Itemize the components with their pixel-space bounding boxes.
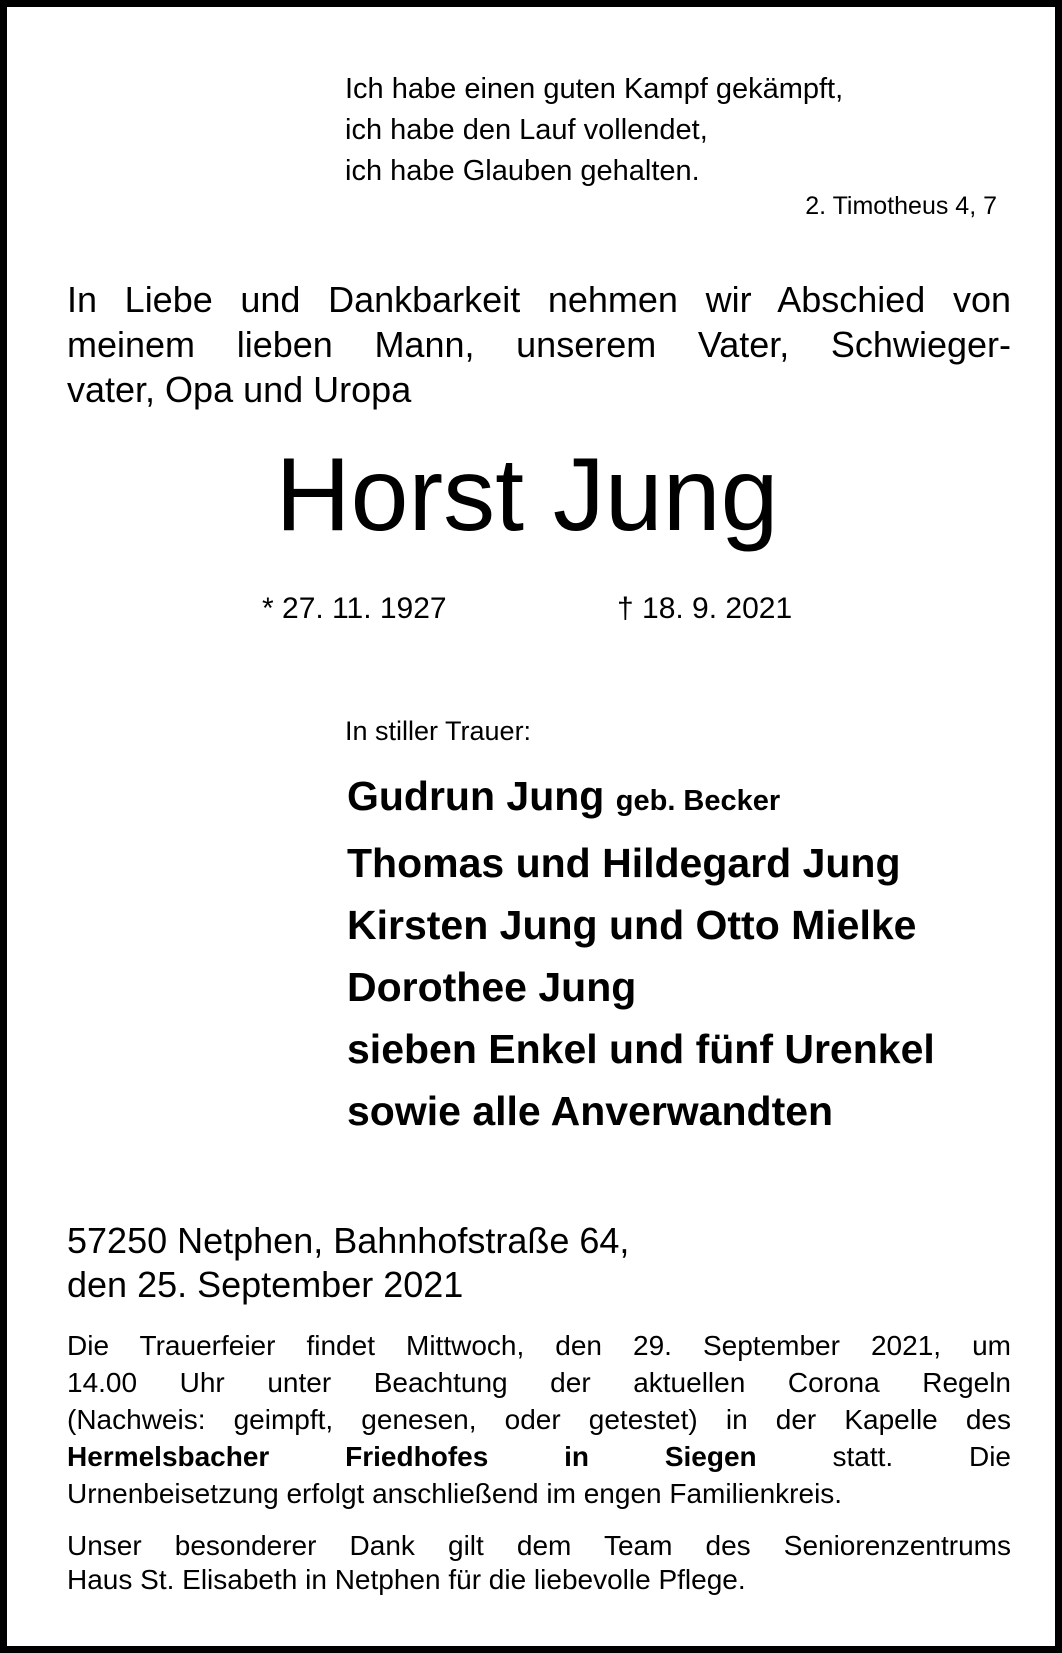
mourner-row [347, 765, 935, 832]
service-line: Die Trauerfeier findet Mittwoch, den 29. September 2021, um [67, 1330, 1011, 1361]
date-line: den 25. September 2021 [67, 1264, 464, 1305]
mourners-list [347, 765, 935, 1142]
birth-date: * 27. 11. 1927 [262, 592, 447, 625]
intro-line: vater, Opa und Uropa [67, 369, 412, 410]
death-date: † 18. 9. 2021 [617, 592, 793, 625]
mourners-label: In stiller Trauer: [345, 716, 532, 746]
deceased-name: Horst Jung [275, 437, 779, 553]
service-line-end: statt. Die [832, 1441, 1011, 1472]
thanks-line: Unser besonderer Dank gilt dem Team des Seniorenzentrums [67, 1530, 1011, 1561]
funeral-service-info [67, 1327, 1011, 1512]
thanks-line: Haus St. Elisabeth in Netphen für die liebevolle Pflege. [67, 1564, 746, 1595]
verse-line: ich habe den Lauf vollendet, [345, 114, 708, 146]
maiden-name: geb. Becker [615, 785, 781, 817]
address-block [67, 1219, 629, 1307]
mourner-row: Dorothee Jung [347, 964, 637, 1010]
service-line-location [67, 1438, 1011, 1475]
verse-line: ich habe Glauben gehalten. [345, 155, 700, 187]
service-line: (Nachweis: geimpft, genesen, oder getestet) in der Kapelle des [67, 1404, 1011, 1435]
bible-verse [345, 69, 843, 192]
service-line: 14.00 Uhr unter Beachtung der aktuellen Corona Regeln [67, 1367, 1011, 1398]
intro-line: In Liebe und Dankbarkeit nehmen wir Abschied von [67, 279, 1011, 320]
thanks-note [67, 1529, 1011, 1597]
intro-line: meinem lieben Mann, unserem Vater, Schwieger- [67, 324, 1011, 365]
service-location: Hermelsbacher Friedhofes in Siegen [67, 1441, 757, 1472]
mourner-row: Kirsten Jung und Otto Mielke [347, 902, 917, 948]
mourner-row: Thomas und Hildegard Jung [347, 840, 901, 886]
verse-line: Ich habe einen guten Kampf gekämpft, [345, 73, 844, 105]
farewell-intro [67, 277, 1011, 412]
service-line: Urnenbeisetzung erfolgt anschließend im engen Familienkreis. [67, 1478, 843, 1509]
verse-reference: 2. Timotheus 4, 7 [805, 192, 997, 220]
mourner-name: Gudrun Jung [347, 773, 605, 819]
mourner-row: sowie alle Anverwandten [347, 1088, 834, 1134]
address-line: 57250 Netphen, Bahnhofstraße 64, [67, 1220, 630, 1261]
mourner-row: sieben Enkel und fünf Urenkel [347, 1026, 935, 1072]
